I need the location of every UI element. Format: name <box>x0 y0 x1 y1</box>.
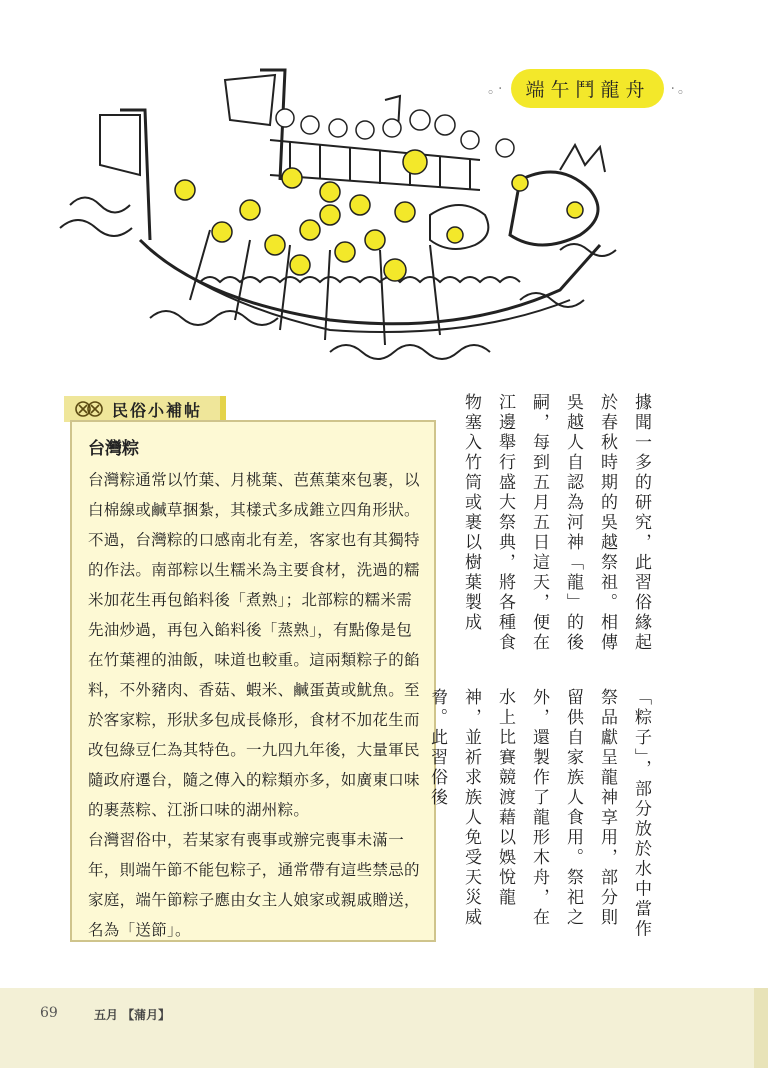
folk-tips-paragraph-2: 台灣習俗中，若某家有喪事或辦完喪事未滿一年，則端午節不能包粽子，通常帶有這些禁忌的家庭，端午節粽子應由女主人娘家或親戚贈送，名為「送節」。 <box>88 831 420 939</box>
folk-tips-box <box>70 420 436 942</box>
folk-tips-header <box>64 396 220 422</box>
section-title: 端午鬥龍舟 <box>511 69 664 108</box>
main-text-bottom-block: 「粽子」，部分放於水中當作祭品獻呈龍神享用，部分則留供自家族人食用。祭祀之外，還製作了龍形木舟，在水上比賽競渡藉以娛悅龍神，並祈求族人免受天災威脅。此習俗後 <box>427 688 651 940</box>
main-text-top-block: 據聞一多的研究，此習俗緣起於春秋時期的吳越祭祖。相傳吳越人自認為河神「龍」的後嗣，每到五月五日這天，便在江邊舉行盛大祭典，將各種食物塞入竹筒或裹以樹葉製成 <box>461 393 651 653</box>
page-number: 69 <box>40 1005 58 1021</box>
folk-tips-subtitle: 台灣粽 <box>88 439 139 459</box>
header-accent-bar <box>220 396 226 422</box>
tag-dots-right: ·。 <box>670 81 695 97</box>
folk-tips-title: 民俗小補帖 <box>112 400 203 420</box>
tag-dots-left: 。· <box>488 81 506 97</box>
dragon-boat-illustration <box>0 0 768 395</box>
footer-edge-bar <box>754 988 768 1068</box>
knot-ornament-icon <box>74 400 104 418</box>
section-tag <box>488 68 698 108</box>
running-head: 五月 【蒲月】 <box>94 1008 171 1022</box>
page-footer <box>0 988 768 1068</box>
folk-tips-paragraph-1: 台灣粽通常以竹葉、月桃葉、芭蕉葉來包裹，以白棉線或鹹草捆紮，其樣式多成錐立四角形狀。不過，台灣粽的口感南北有差，客家也有其獨特的作法。南部粽以生糯米為主要食材，洗過的糯米加花生再包餡料後「煮熟」；北部粽的糯米需先油炒過，再包入餡料後「蒸熟」，有點像是包在竹葉裡的油飯，味道也較重。這兩類粽子的餡料，不外豬肉、香菇、蝦米、鹹蛋黃或魷魚。至於客家粽，形狀多包成長條形，食材不加花生而改包綠豆仁為其特色。一九四九年後，大量軍民隨政府遷台，隨之傳入的粽類亦多，如廣東口味的裹蒸粽、江浙口味的湖州粽。 <box>88 471 420 819</box>
